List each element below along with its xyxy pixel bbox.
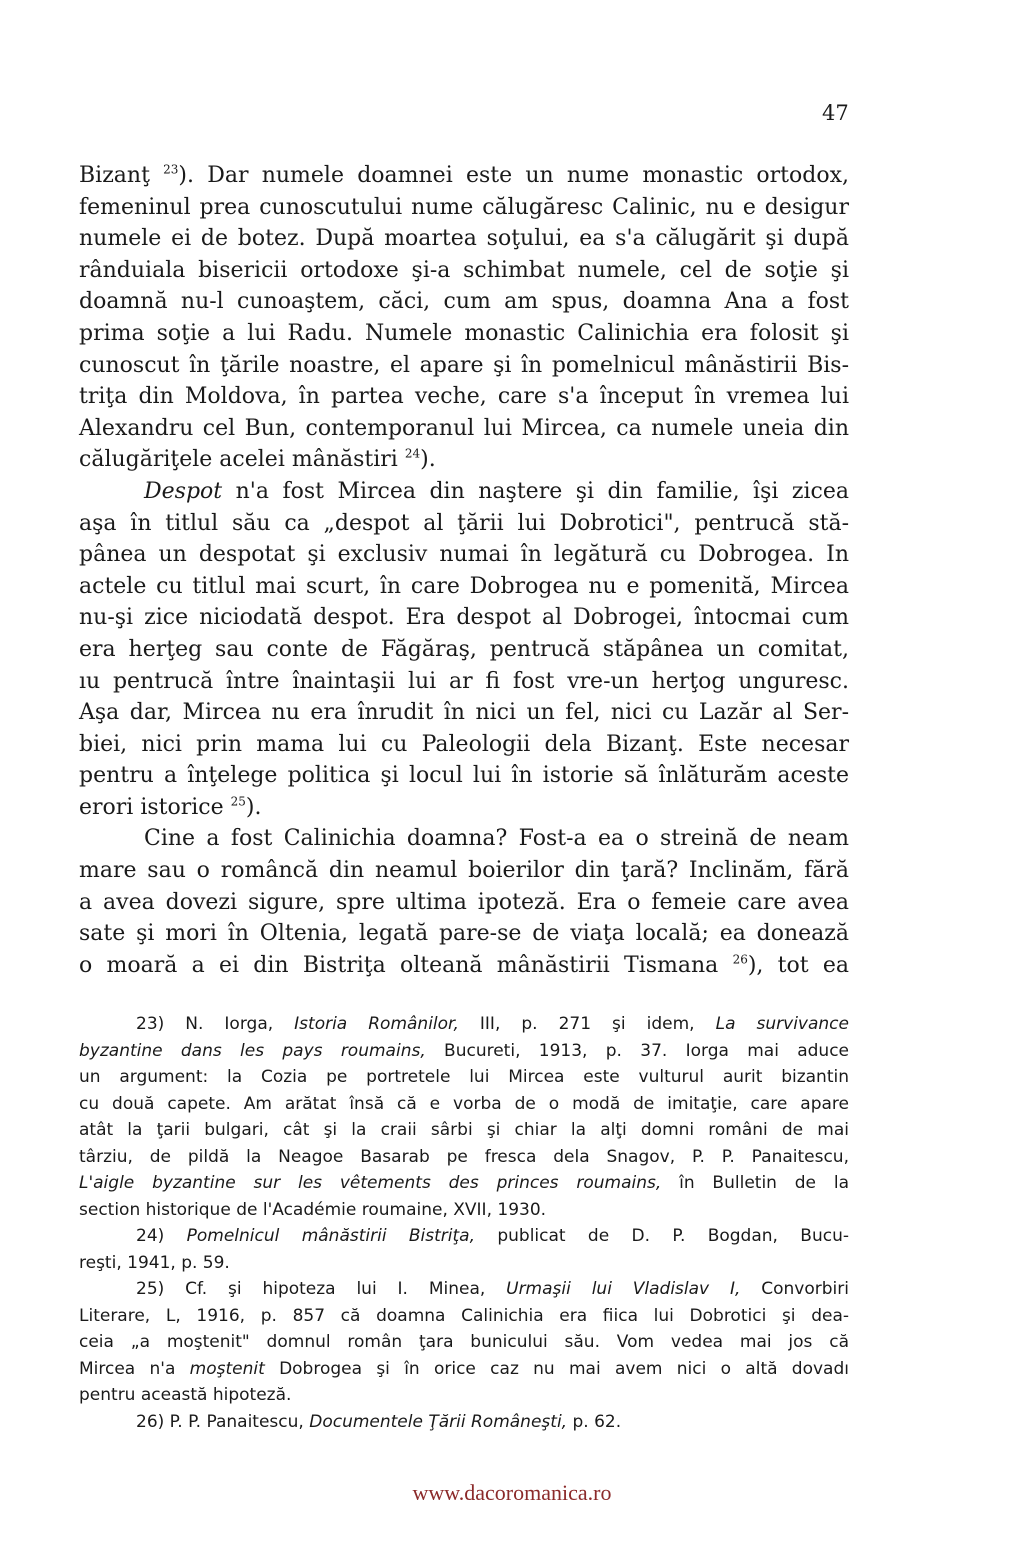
footnote-marker: 26	[732, 952, 748, 967]
text-run: pânea un despotat şi exclusiv numai în legătură cu Dobrogea. In	[79, 542, 849, 568]
italic-text: byzantine dans les pays roumains,	[79, 1040, 426, 1061]
page-number: 47	[822, 101, 849, 125]
text-run: Dobrogea şi în orice caz nu mai avem nici o altă dovadı	[264, 1358, 849, 1379]
body-line	[79, 476, 849, 508]
footnote-marker: 25	[230, 794, 246, 809]
text-run: atât la ţarii bulgari, cât şi la craii sârbi şi chiar la alţi domni români de mai	[79, 1120, 849, 1140]
text-run: rânduiala bisericii ortodoxe şi-a schimbat numele, cel de soţie şi	[79, 257, 849, 283]
body-line	[79, 381, 849, 413]
footnote-marker: 24	[404, 447, 421, 462]
text-run: cunoscut în ţările noastre, el apare şi în pomelnicul mânăstirii Bis-	[79, 352, 849, 378]
text-run: nu-şi zice niciodată despot. Era despot al Dobrogei, întocmai cum	[79, 605, 849, 631]
text-run: ceia „a moştenit" domnul român ţara bunicului său. Vom vedea mai jos că	[79, 1332, 849, 1352]
text-run: section historique de l'Académie roumaine, XVII, 1930.	[79, 1199, 547, 1220]
body-line	[79, 160, 849, 192]
text-run: Alexandru cel Bun, contemporanul lui Mircea, ca numele uneia din	[79, 415, 849, 441]
footnote-line	[79, 1197, 849, 1224]
italic-text: Istoria Românilor,	[294, 1014, 459, 1034]
footnote-line	[79, 1038, 849, 1065]
body-line	[79, 855, 849, 887]
body-line	[79, 823, 849, 855]
text-run: doamnă nu-l cunoaştem, căci, cum am spus, doamna Ana a fost	[79, 289, 849, 315]
body-line	[79, 192, 849, 224]
body-line	[79, 508, 849, 540]
text-run: ), tot ea	[747, 952, 849, 978]
text-run: aşa în titlul său ca „despot al ţării lui Dobrotici", pentrucă stă-	[79, 510, 849, 536]
body-line	[79, 887, 849, 919]
body-line	[79, 950, 849, 982]
text-run: Cine a fost Calinichia doamna? Fost-a ea o streină de neam	[144, 826, 849, 852]
text-run: p. 62.	[567, 1411, 622, 1432]
text-run: Aşa dar, Mircea nu era înrudit în nici un fel, nici cu Lazăr al Ser-	[79, 700, 849, 726]
text-run: ).	[420, 447, 436, 473]
body-line	[79, 413, 849, 445]
text-run: 23) N. Iorga,	[136, 1014, 295, 1034]
text-run: 26) P. P. Panaitescu,	[136, 1411, 310, 1432]
text-run: în Bulletin de la	[661, 1173, 849, 1193]
italic-text: Urmaşii lui Vladislav I,	[506, 1279, 741, 1299]
text-run: mare sau o româncă din neamul boierilor din ţară? Inclinăm, fără	[79, 858, 849, 884]
text-run: 24)	[136, 1226, 187, 1246]
text-run: o moară a ei din Bistriţa olteană mânăstirii Tismana	[79, 952, 733, 978]
footnote-line	[79, 1170, 849, 1197]
body-line	[79, 729, 849, 761]
body-line	[79, 918, 849, 950]
text-run: reşti, 1941, p. 59.	[79, 1252, 230, 1273]
body-line	[79, 539, 849, 571]
body-line	[79, 602, 849, 634]
text-run: prima soţie a lui Radu. Numele monastic Calinichia era folosit şi	[79, 320, 849, 346]
text-run: III, p. 271 şi idem,	[458, 1014, 716, 1034]
italic-text: Despot	[144, 478, 223, 504]
text-run: femeninul prea cunoscutului nume călugăresc Calinic, nu e desigur	[79, 194, 849, 220]
footnote-line	[79, 1250, 849, 1277]
body-line	[79, 792, 849, 824]
body-line	[79, 760, 849, 792]
body-text	[79, 160, 849, 981]
footnote-line	[79, 1144, 849, 1171]
body-line	[79, 223, 849, 255]
footnote-line	[79, 1117, 849, 1144]
body-line	[79, 318, 849, 350]
italic-text: Documentele Ţării Româneşti,	[309, 1411, 568, 1432]
text-run: actele cu titlul mai scurt, în care Dobrogea nu e pomenită, Mircea	[79, 573, 849, 599]
text-run: 25) Cf. şi hipoteza lui I. Minea,	[136, 1279, 507, 1299]
text-run: ).	[245, 794, 262, 820]
italic-text: L'aigle byzantine sur les vêtements des princes roumains,	[79, 1173, 662, 1193]
text-run: Bizanţ	[79, 163, 164, 188]
footnote-line	[79, 1409, 849, 1436]
text-run: târziu, de pildă la Neagoe Basarab pe fresca dela Snagov, P. P. Panaitescu,	[79, 1146, 849, 1167]
text-run: n'a fost Mircea din naştere şi din familie, îşi zicea	[222, 478, 849, 504]
footnote-line	[79, 1011, 849, 1038]
text-run: erori istorice	[79, 794, 231, 820]
text-run: numele ei de botez. După moartea soţului, ea s'a călugărit şi după	[79, 226, 849, 252]
text-run: Bucureti, 1913, p. 37. Iorga mai aduce	[425, 1040, 850, 1061]
footnote-line	[79, 1064, 849, 1091]
body-line	[79, 350, 849, 382]
body-line	[79, 634, 849, 666]
body-line	[79, 286, 849, 318]
footnote-line	[79, 1329, 849, 1356]
body-line	[79, 666, 849, 698]
watermark: www.dacoromanica.ro	[412, 1480, 612, 1505]
italic-text: La survivance	[715, 1014, 849, 1034]
footnote-line	[79, 1091, 849, 1118]
text-run: pentru această hipoteză.	[79, 1385, 292, 1405]
body-line	[79, 697, 849, 729]
text-run: pentru a înţelege politica şi locul lui în istorie să înlăturăm aceste	[79, 763, 849, 789]
body-line	[79, 444, 849, 476]
text-run: un argument: la Cozia pe portretele lui Mircea este vulturul aurit bizantin	[79, 1067, 849, 1087]
text-run: publicat de D. P. Bogdan, Bucu-	[475, 1226, 849, 1246]
text-run: călugăriţele acelei mânăstiri	[79, 447, 405, 473]
text-run: Mircea n'a	[79, 1358, 190, 1379]
text-run: cu două capete. Am arătat însă că e vorba de o modă de imitaţie, care apare	[79, 1093, 849, 1114]
text-run: Literare, L, 1916, p. 857 că doamna Calinichia era fiica lui Dobrotici şi dea-	[79, 1305, 849, 1326]
text-run: a avea dovezi sigure, spre ultima ipoteză. Era o femeie care avea	[79, 889, 849, 915]
body-line	[79, 255, 849, 287]
text-run: biei, nici prin mama lui cu Paleologii dela Bizanţ. Este necesar	[79, 731, 849, 757]
body-line	[79, 571, 849, 603]
italic-text: Pomelnicul mânăstirii Bistriţa,	[186, 1226, 475, 1246]
text-run: era herţeg sau conte de Făgăraş, pentrucă stăpânea un comitat,	[79, 636, 849, 662]
footnote-line	[79, 1276, 849, 1303]
footnote-line	[79, 1356, 849, 1383]
italic-text: moştenit	[189, 1358, 265, 1379]
footnotes	[79, 1011, 849, 1435]
text-run: triţa din Moldova, în partea veche, care s'a început în vremea lui	[79, 384, 849, 410]
text-run: sate şi mori în Oltenia, legată pare-se de viaţa locală; ea donează	[79, 921, 849, 947]
footnote-line	[79, 1303, 849, 1330]
footnote-line	[79, 1382, 849, 1409]
text-run: ıu pentrucă între înaintaşii lui ar fi fost vre-un herţog unguresc.	[79, 668, 849, 694]
footnote-line	[79, 1223, 849, 1250]
text-run: Convorbiri	[740, 1279, 849, 1299]
text-run: ). Dar numele doamnei este un nume monastic ortodox,	[178, 163, 849, 188]
footnote-marker: 23	[163, 162, 179, 177]
